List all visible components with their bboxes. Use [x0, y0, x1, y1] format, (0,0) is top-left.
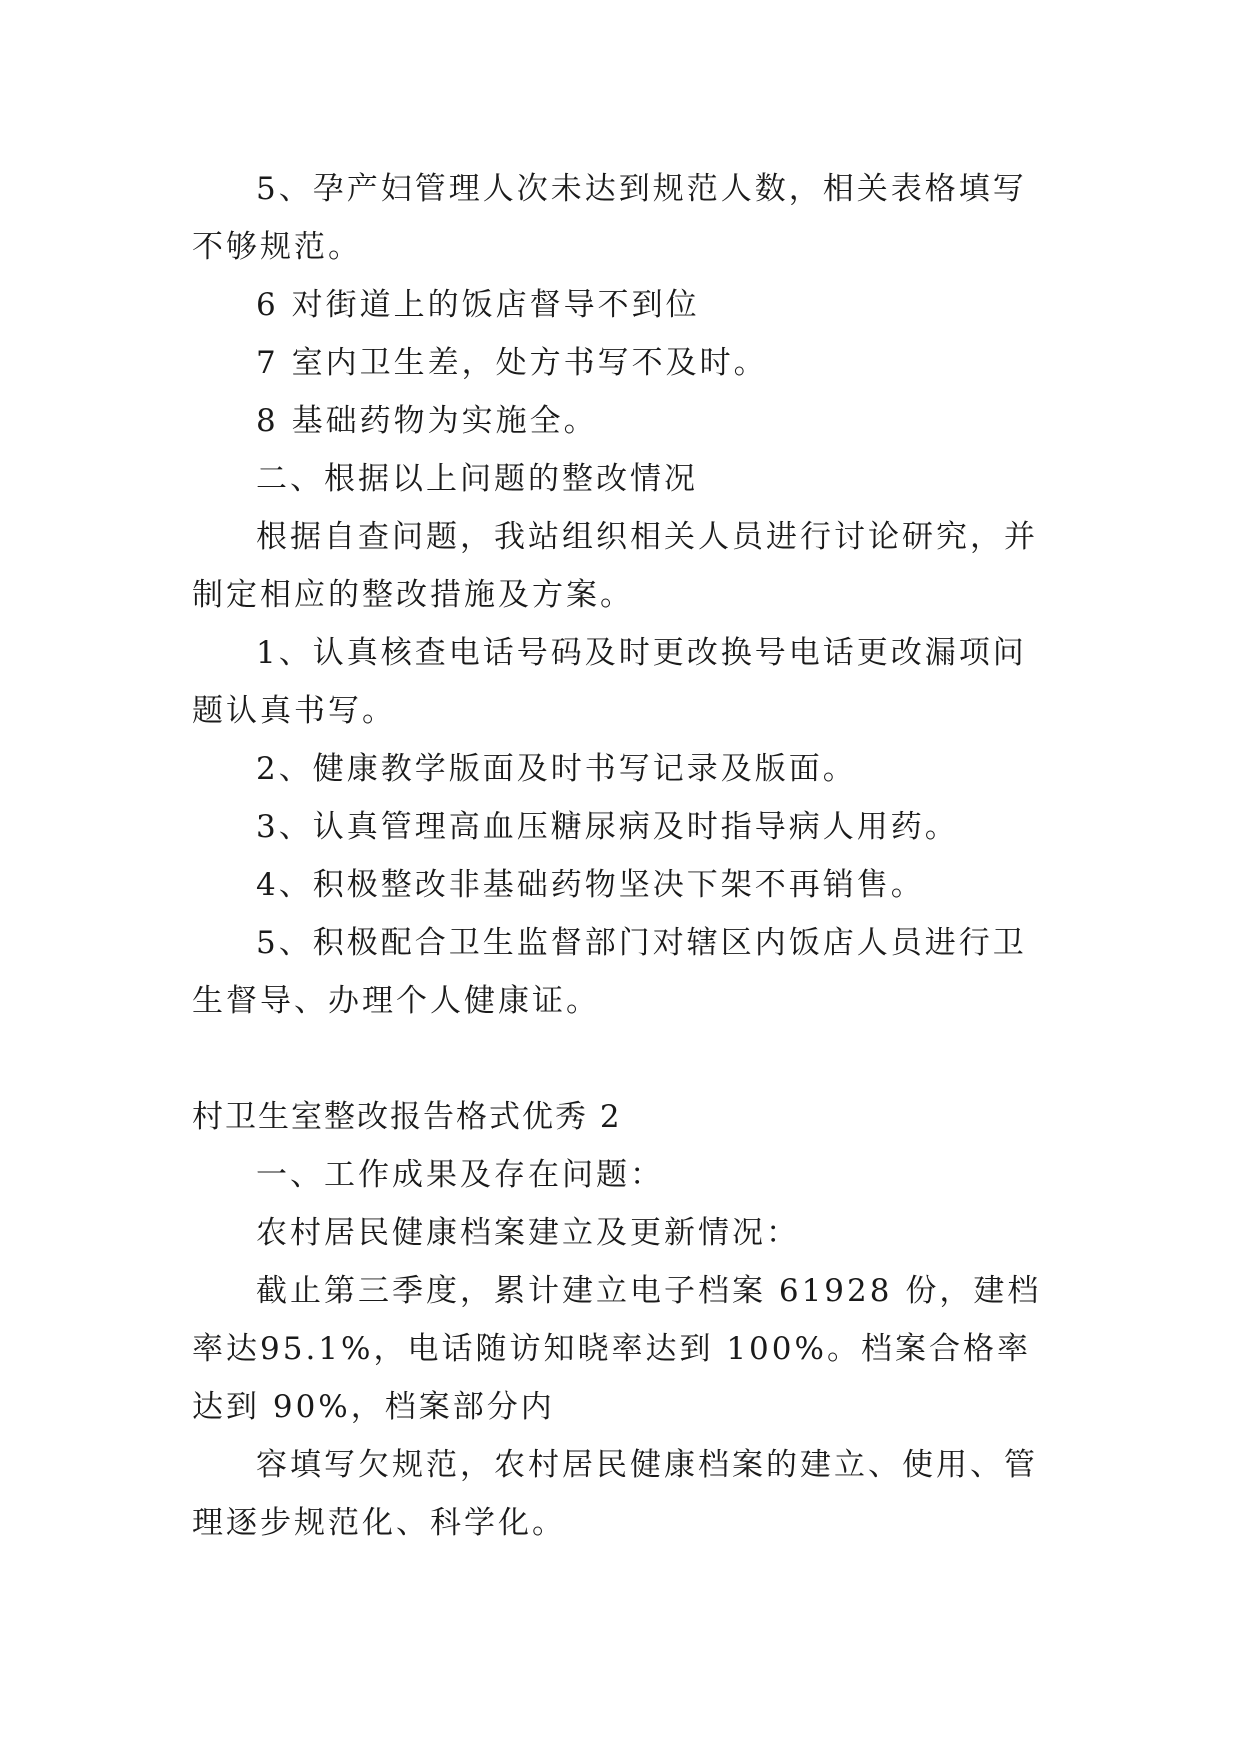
paragraph-self-inspection: 根据自查问题，我站组织相关人员进行讨论研究，并制定相应的整改措施及方案。 [192, 519, 1038, 613]
list-item-chronic-disease: 3、认真管理高血压糖尿病及时指导病人用药。 [256, 809, 959, 845]
list-item-health-certificate: 5、积极配合卫生监督部门对辖区内饭店人员进行卫生督导、办理个人健康证。 [192, 925, 1027, 1019]
section-title: 村卫生室整改报告格式优秀 2 [192, 1099, 622, 1135]
list-item-phone-check: 1、认真核查电话号码及时更改换号电话更改漏项问题认真书写。 [192, 635, 1027, 729]
paragraph-maternal-management: 5、孕产妇管理人次未达到规范人数，相关表格填写不够规范。 [192, 171, 1027, 265]
document-body [192, 160, 1054, 1552]
paragraph-records-standardization: 容填写欠规范，农村居民健康档案的建立、使用、管理逐步规范化、科学化。 [192, 1447, 1038, 1541]
paragraph-health-records: 农村居民健康档案建立及更新情况： [256, 1215, 800, 1251]
heading-achievements: 一、工作成果及存在问题： [256, 1157, 664, 1193]
section-spacer [192, 1030, 1054, 1088]
paragraph-indoor-hygiene: 7 室内卫生差，处方书写不及时。 [256, 345, 768, 381]
paragraph-basic-drugs: 8 基础药物为实施全。 [256, 403, 598, 439]
heading-rectification: 二、根据以上问题的整改情况 [256, 461, 698, 497]
paragraph-restaurant-supervision: 6 对街道上的饭店督导不到位 [256, 287, 700, 323]
list-item-health-board: 2、健康教学版面及时书写记录及版面。 [256, 751, 857, 787]
list-item-non-basic-drugs: 4、积极整改非基础药物坚决下架不再销售。 [256, 867, 925, 903]
paragraph-statistics: 截止第三季度，累计建立电子档案 61928 份，建档率达95.1%，电话随访知晓率达到 100%。档案合格率达到 90%，档案部分内 [192, 1273, 1042, 1425]
